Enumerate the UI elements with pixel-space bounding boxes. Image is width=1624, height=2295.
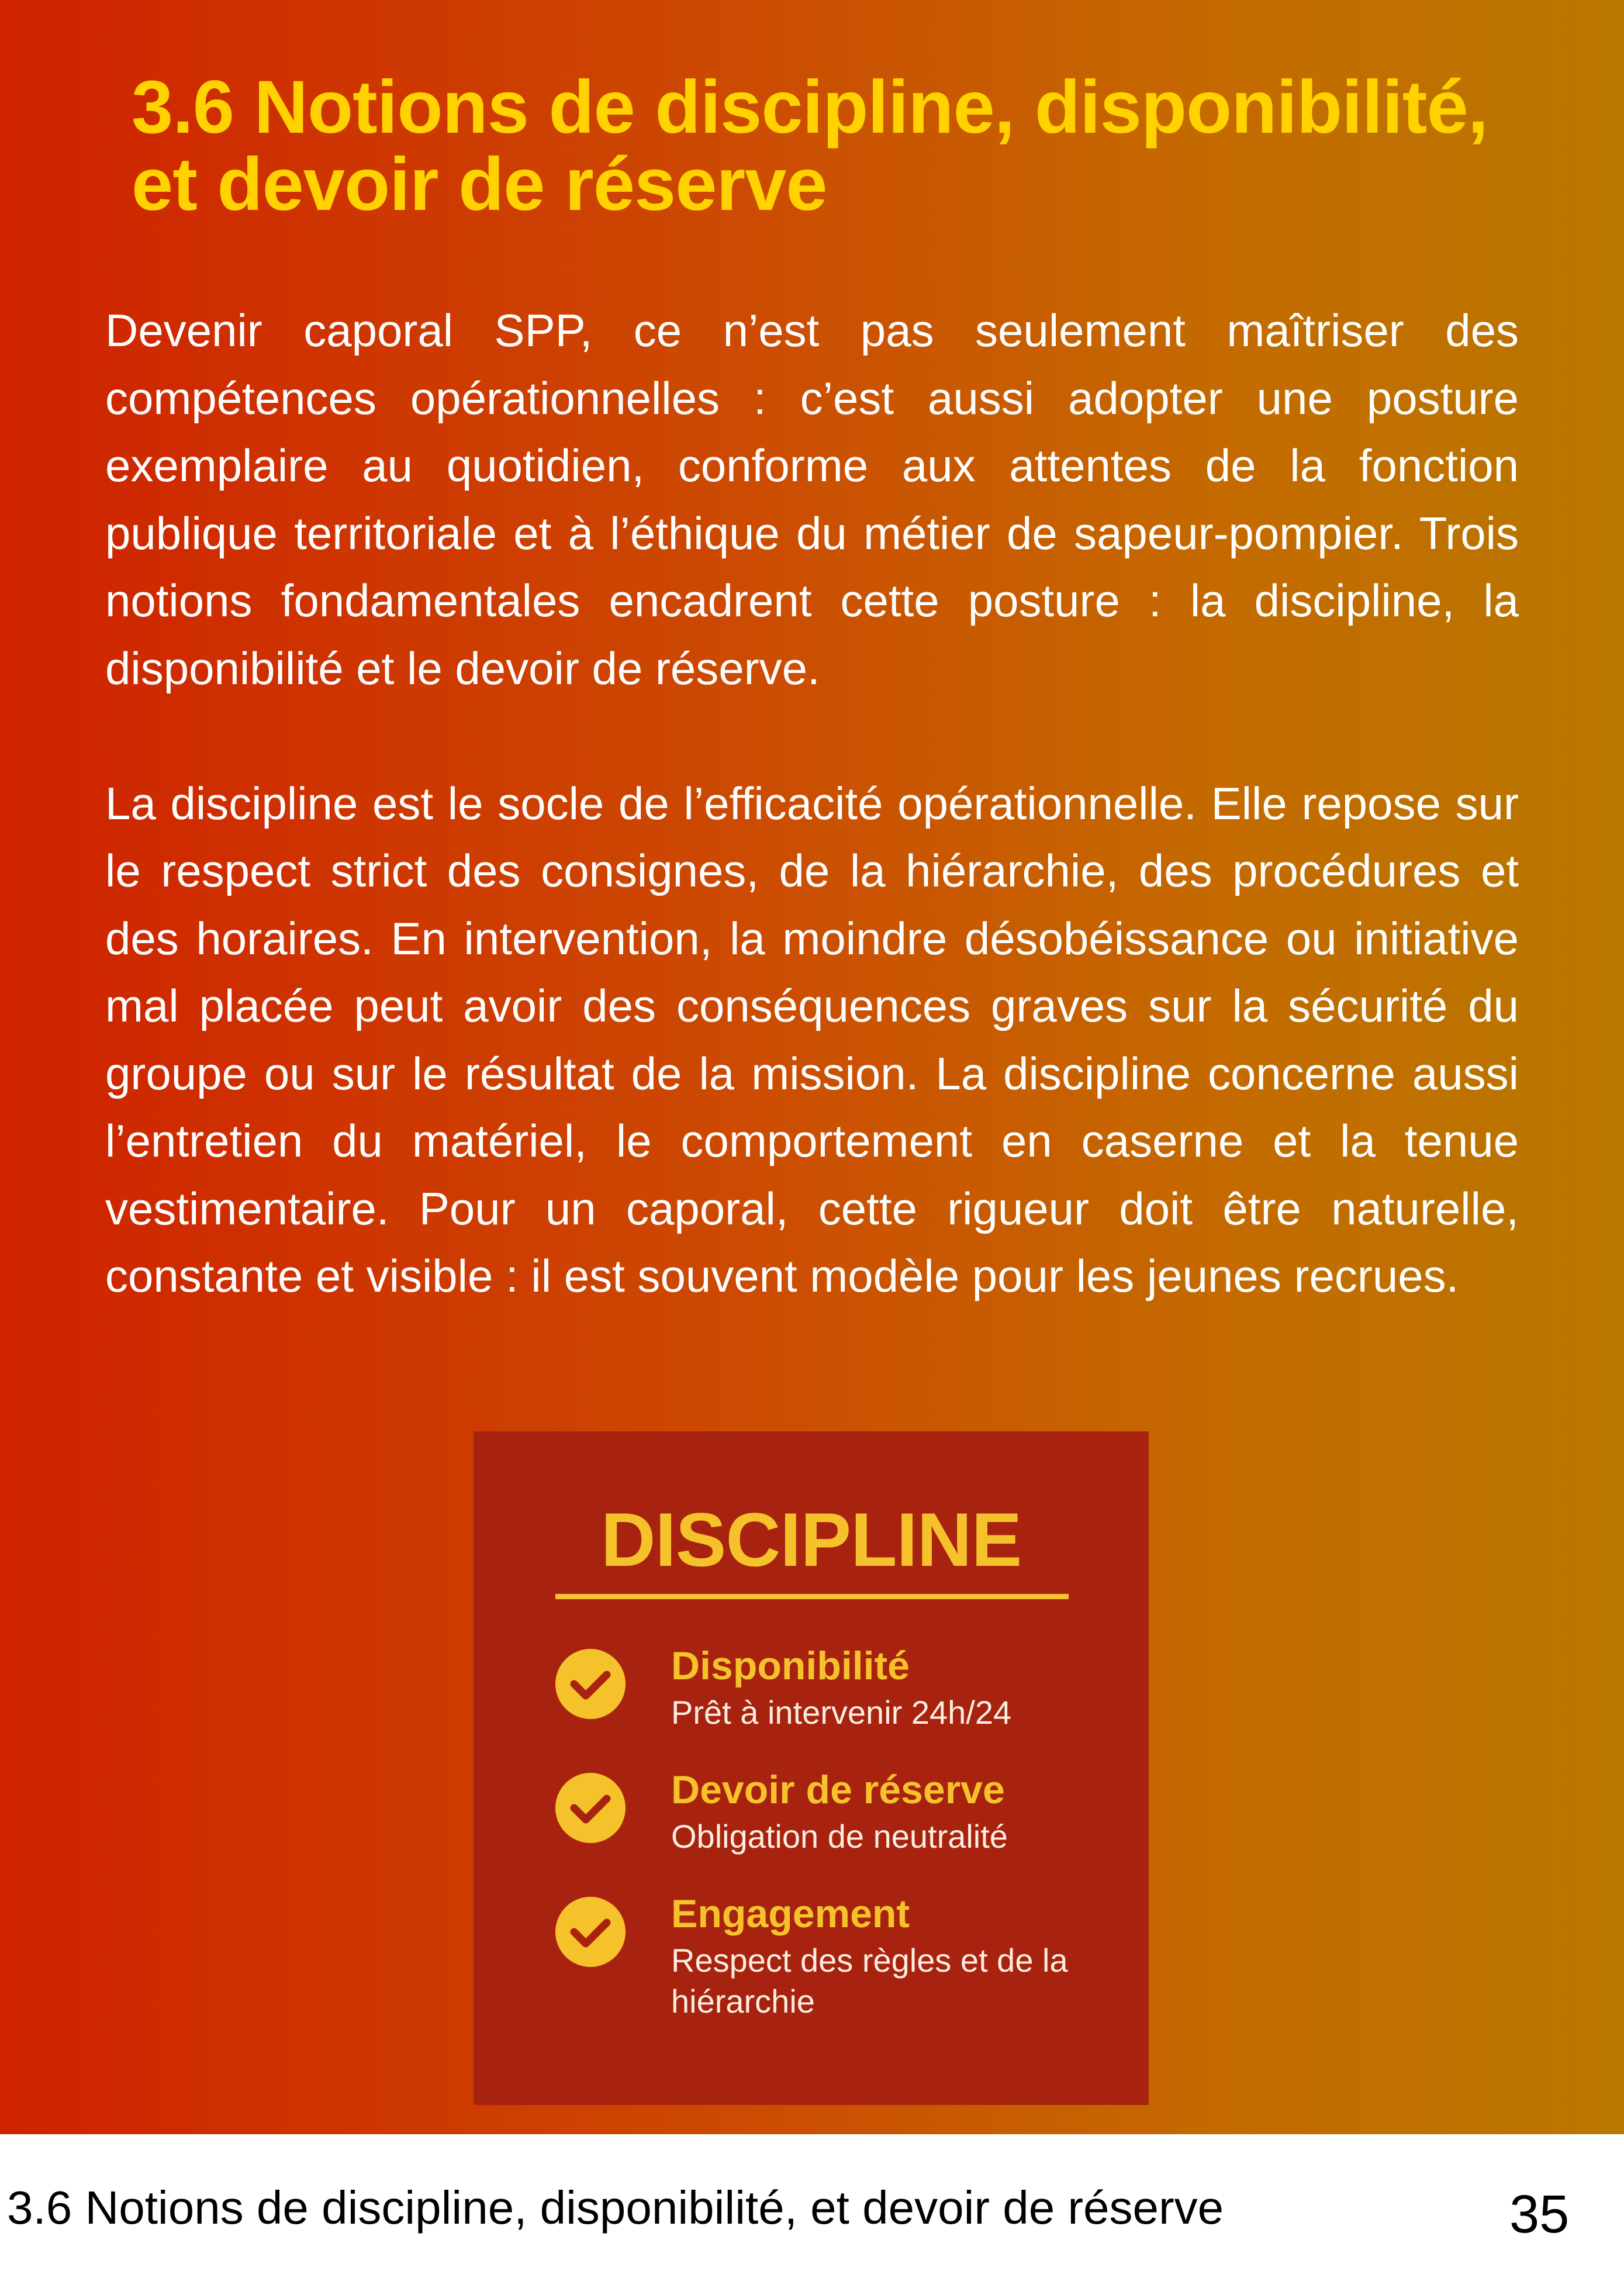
item-title: Devoir de réserve [671,1768,1005,1812]
item-description: Prêt à intervenir 24h/24 [671,1694,1012,1731]
item-title: Disponibilité [671,1644,910,1688]
page-number: 35 [1509,2184,1570,2244]
body-text [105,297,1519,1378]
paragraph: La discipline est le socle de l’efficacité opérationnelle. Elle repose sur le respect strict des consignes, de la hiérarchie, des procédures et des horaires. En intervention, la moindre désobéissance ou initiative mal placée peut avoir des conséquences graves sur la sécurité du groupe ou sur le résultat de la mission. La discipline concerne aussi l’entretien du matériel, le comportement en caserne et la tenue vestimentaire. Pour un caporal, cette rigueur doit être naturelle, constante et visible : il est souvent modèle pour les jeunes recrues. [105,777,1519,1302]
item-description: Respect des règles et de la hiérarchie [671,1942,1068,2020]
check-circle-icon [555,1897,626,1967]
item-title: Engagement [671,1892,910,1936]
infographic-heading: DISCIPLINE [600,1497,1022,1582]
item-description: Obligation de neutralité [671,1818,1008,1855]
footer-running-title: 3.6 Notions de discipline, disponibilité, et devoir de réserve [7,2182,1224,2234]
check-circle-icon [555,1649,626,1719]
check-circle-icon [555,1773,626,1843]
section-title: 3.6 Notions de discipline, disponibilité, et devoir de réserve [132,65,1488,226]
paragraph: Devenir caporal SPP, ce n’est pas seulement maîtriser des compétences opérationnelles : c’est aussi adopter une posture exemplaire au quotidien, conforme aux attentes de la fonction publique territoriale et à l’éthique du métier de sapeur-pompier. Trois notions fondamentales encadrent cette posture : la discipline, la disponibilité et le devoir de réserve. [105,305,1519,694]
discipline-infographic [474,1431,1149,2105]
divider [555,1594,1069,1599]
